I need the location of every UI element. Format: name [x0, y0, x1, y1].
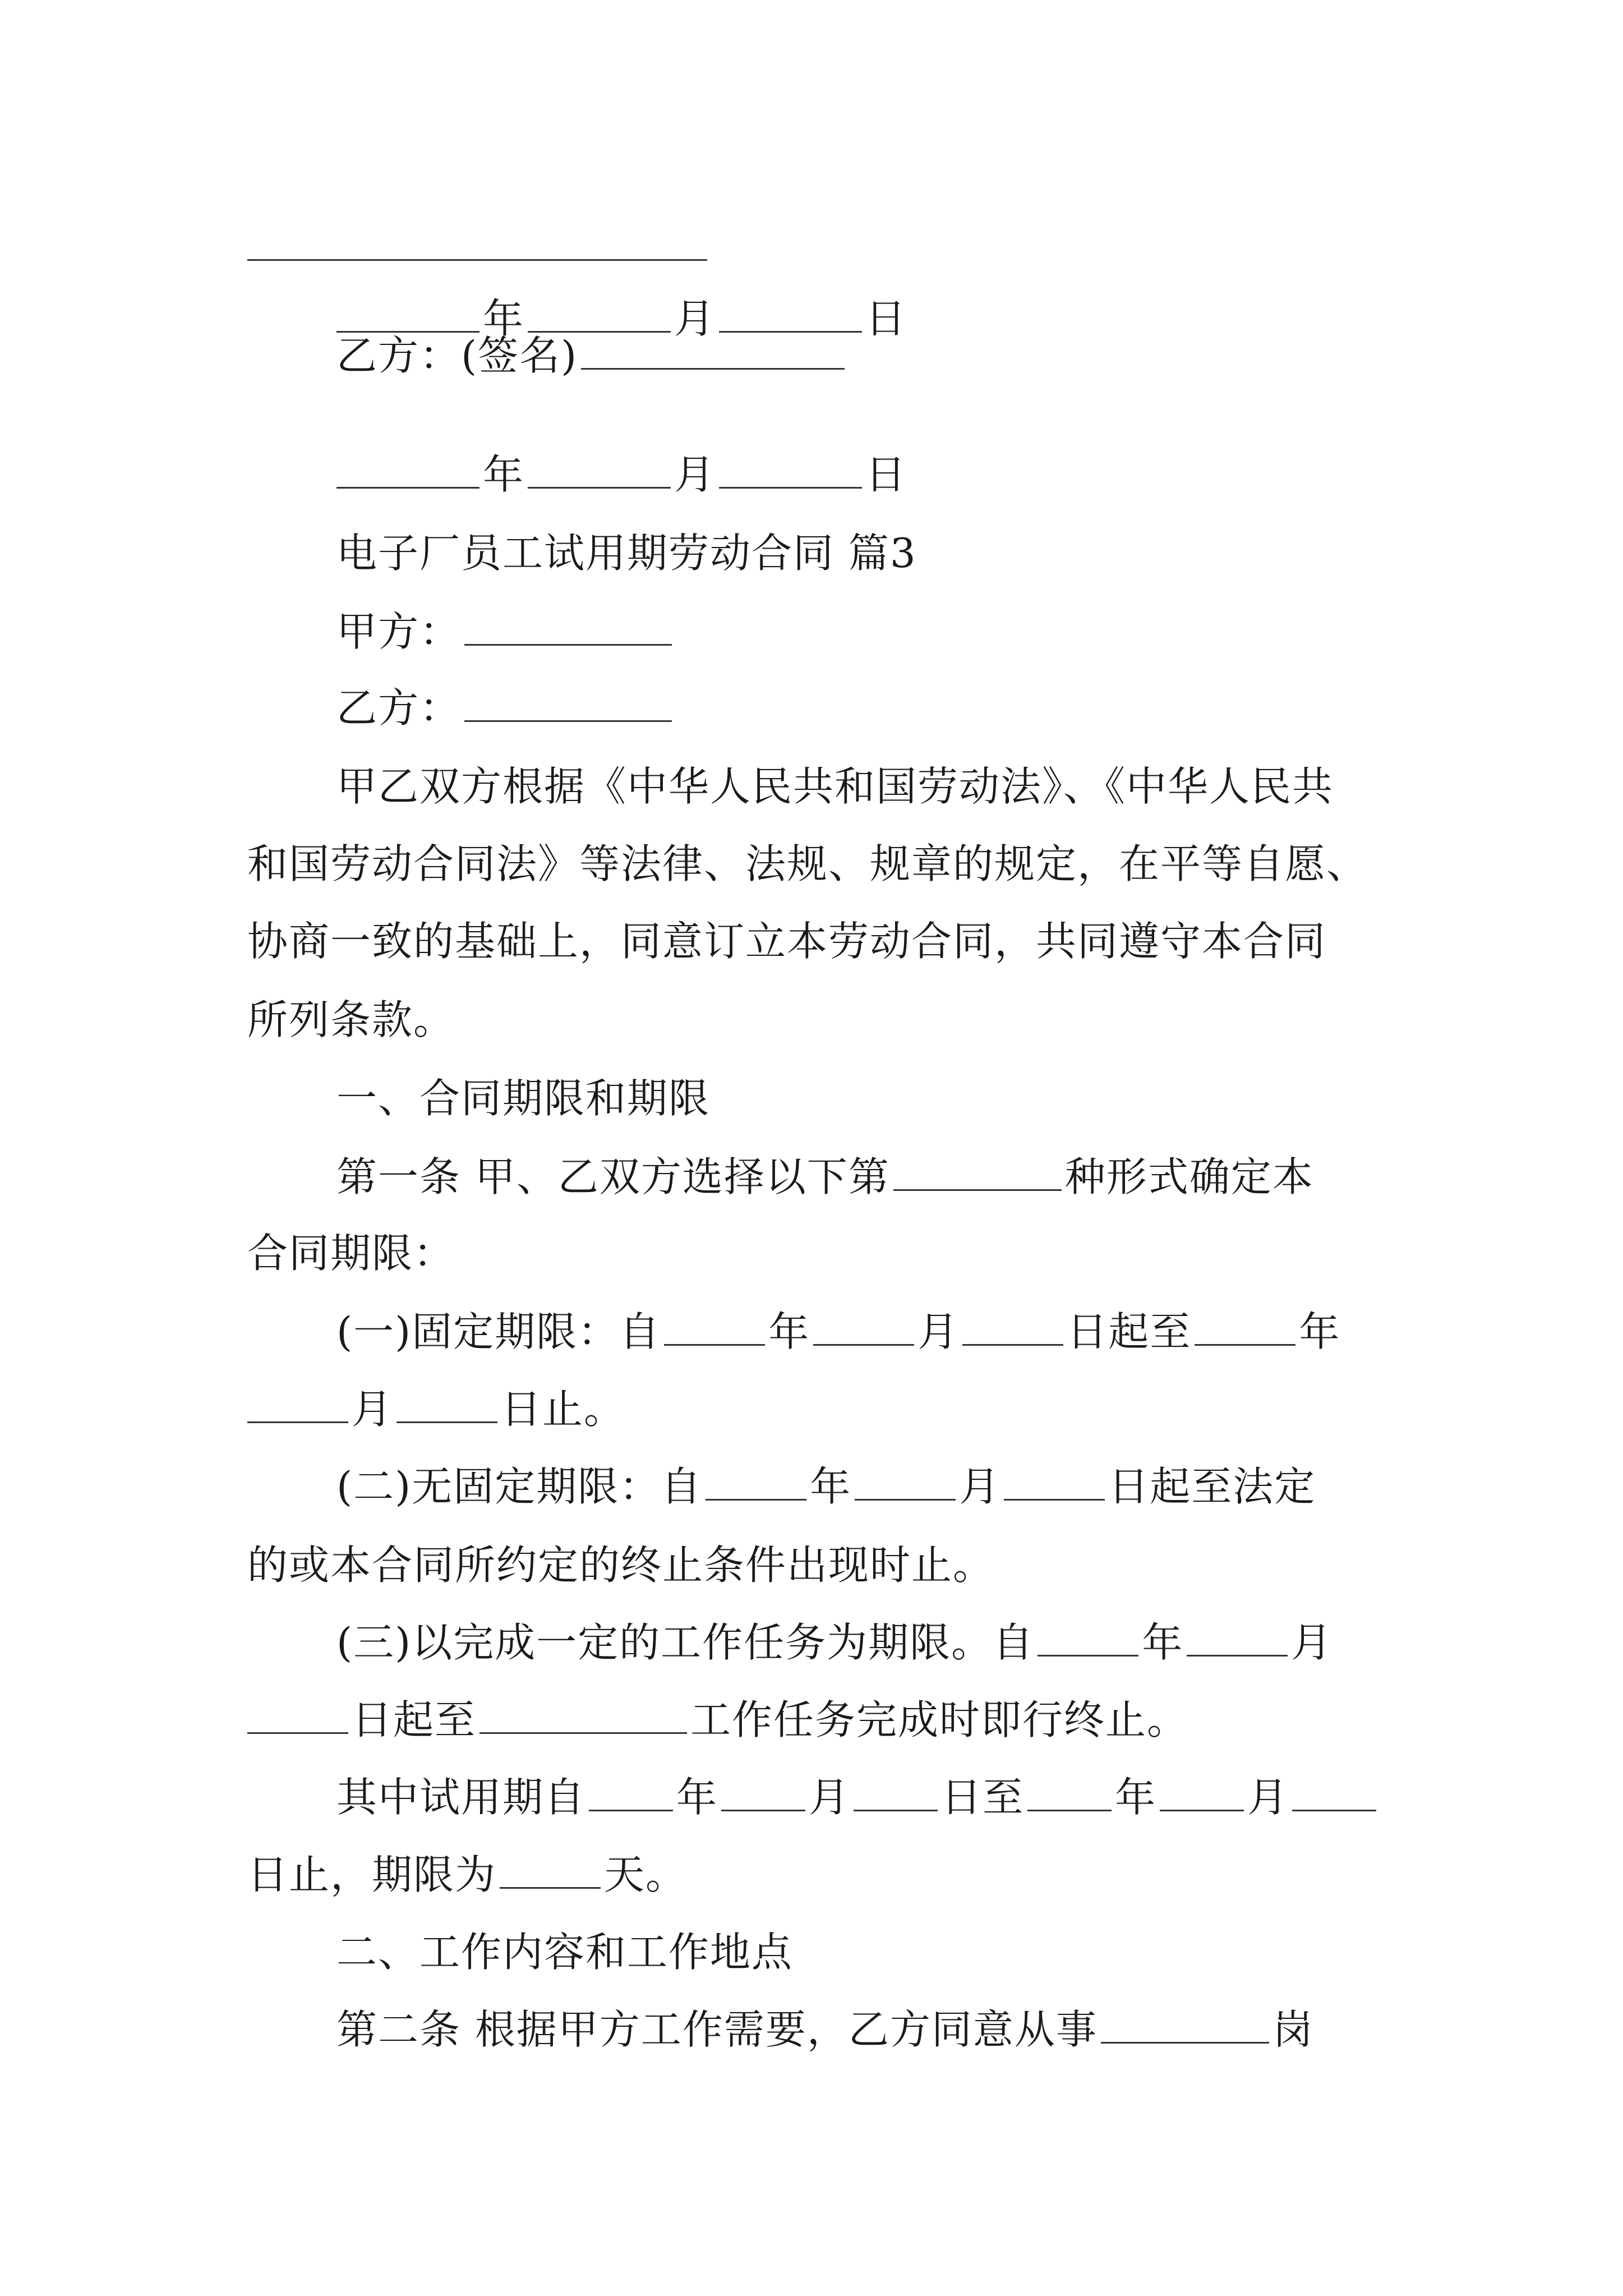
blank: [1160, 1777, 1244, 1811]
blank: [1101, 2009, 1269, 2044]
blank: [528, 454, 671, 489]
task-term-line-1: (三)以完成一定的工作任务为期限。自 年 月: [336, 1619, 1333, 1666]
trial-period-line-2: 日止，期限为 天。: [247, 1851, 688, 1898]
blank: [464, 611, 672, 646]
article-1-line-2: 合同期限：: [247, 1230, 455, 1277]
blank: [664, 1312, 765, 1346]
blank: [1187, 1622, 1288, 1657]
fixed-term-line-2: 月 日止。: [247, 1389, 625, 1429]
task-term-line-2: 日起至 工作任务完成时即行终止。: [247, 1700, 1188, 1740]
open-term-line-1: (二)无固定期限：自 年 月 日起至法定: [336, 1463, 1316, 1510]
blank: [528, 298, 671, 333]
heading-contract-term: 一、合同期限和期限: [336, 1075, 711, 1122]
blank: [1038, 1622, 1138, 1657]
blank: [854, 1777, 938, 1811]
date-line-2: 年 月 日: [336, 454, 907, 495]
blank: [581, 335, 845, 370]
blank: [589, 1777, 673, 1811]
heading-work-content: 二、工作内容和工作地点: [336, 1929, 794, 1976]
blank: [500, 1855, 601, 1889]
signature-rule: [247, 259, 707, 261]
blank: [336, 298, 479, 333]
preamble-line-1: 甲乙双方根据《中华人民共和国劳动法》、《中华人民共: [336, 763, 1334, 810]
blank: [721, 1777, 805, 1811]
party-b-line: 乙方：: [336, 688, 675, 728]
party-b-signature-line: 乙方：(签名): [336, 335, 848, 376]
blank: [855, 1466, 956, 1501]
open-term-line-2: 的或本合同所约定的终止条件出现时止。: [247, 1542, 995, 1589]
trial-period-line-1: 其中试用期自 年 月 日至 年 月: [336, 1777, 1380, 1818]
party-a-line: 甲方：: [336, 611, 675, 652]
blank: [719, 298, 862, 333]
blank: [719, 454, 862, 489]
blank: [336, 454, 479, 489]
blank: [813, 1312, 914, 1346]
preamble-line-2: 和国劳动合同法》等法律、法规、规章的规定，在平等自愿、: [247, 840, 1368, 887]
blank: [396, 1389, 497, 1423]
blank: [1027, 1777, 1112, 1811]
blank: [962, 1312, 1063, 1346]
blank: [1004, 1466, 1105, 1501]
blank: [706, 1466, 806, 1501]
fixed-term-line-1: (一)固定期限：自 年 月 日起至 年: [336, 1308, 1341, 1355]
preamble-line-4: 所列条款。: [247, 996, 455, 1043]
article-1-line-1: 第一条 甲、乙双方选择以下第 种形式确定本: [336, 1153, 1314, 1200]
preamble-line-3: 协商一致的基础上，同意订立本劳动合同，共同遵守本合同: [247, 918, 1327, 965]
blank: [1292, 1777, 1376, 1811]
date-line-1: 年 月 日: [336, 298, 907, 339]
blank: [247, 1389, 348, 1423]
section-title: 电子厂员工试用期劳动合同 篇3: [336, 530, 917, 577]
blank: [1195, 1312, 1295, 1346]
blank: [893, 1157, 1062, 1191]
blank: [479, 1700, 687, 1734]
blank: [464, 688, 672, 722]
article-2-line-1: 第二条 根据甲方工作需要，乙方同意从事 岗: [336, 2006, 1314, 2053]
blank: [247, 1700, 348, 1734]
